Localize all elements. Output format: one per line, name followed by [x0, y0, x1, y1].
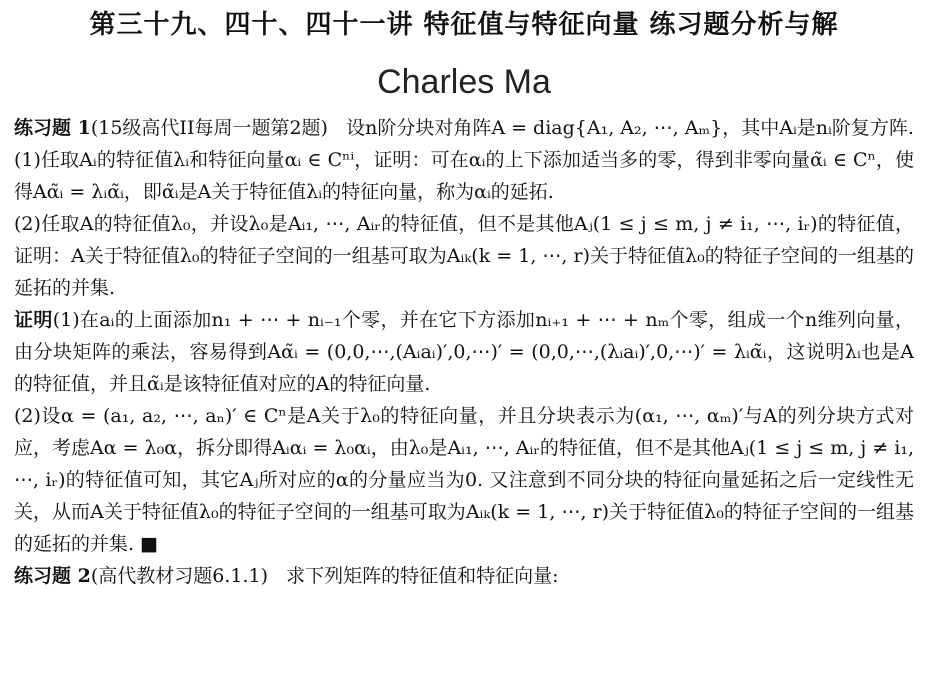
proof-part-1	[14, 304, 914, 400]
author-name: Charles Ma	[377, 63, 551, 101]
page-title: 第三十九、四十、四十一讲 特征值与特征向量 练习题分析与解	[89, 10, 839, 40]
proof-part-2-text: (2)设α = (a₁, a₂, ⋯, aₙ)′ ∈ Cⁿ是A关于λ₀的特征向量，并且分块表示为(α₁, ⋯, αₘ)′与A的列分块方式对应，考虑Aα = λ₀α，拆分即得Aᵢαᵢ = λ₀αᵢ，由λ₀是Aᵢ₁, ⋯, Aᵢᵣ的特征值，但不是其他Aⱼ(1 ≤ j ≤ m, j ≠ i₁, ⋯, iᵣ)的特征值可知，其它Aⱼ所对应的α的分量应当为0. 又注意到不同分块的特征向量延拓之后一定线性无关，从而A关于特征值λ₀的特征子空间的一组基可取为Aᵢₖ(k = 1, ⋯, r)关于特征值λ₀的特征子空间的一组基的延拓的并集.	[14, 405, 914, 555]
qed-symbol: ■	[140, 533, 159, 555]
exercise-1-text: 设n阶分块对角阵A = diag{A₁, A₂, ⋯, Aₘ}，其中Aᵢ是nᵢ阶复方阵.	[346, 117, 914, 139]
exercise-1-source: (15级高代II每周一题第2题)	[90, 117, 328, 139]
exercise-1-label: 练习题 1	[14, 117, 91, 139]
exercise-1-statement	[14, 112, 914, 144]
exercise-2-text: 求下列矩阵的特征值和特征向量:	[286, 565, 559, 587]
exercise-2-label: 练习题 2	[14, 565, 91, 587]
exercise-2-statement	[14, 560, 914, 592]
exercise-1-part-1: (1)任取Aᵢ的特征值λᵢ和特征向量αᵢ ∈ Cⁿⁱ，证明：可在αᵢ的上下添加适当多的零，得到非零向量α̃ᵢ ∈ Cⁿ，使得Aα̃ᵢ = λᵢα̃ᵢ，即α̃ᵢ是A关于特征值λᵢ的特征向量，称为αᵢ的延拓.	[14, 149, 914, 203]
proof-part-1-text: (1)在aᵢ的上面添加n₁ + ⋯ + nᵢ₋₁个零，并在它下方添加nᵢ₊₁ + ⋯ + nₘ个零，组成一个n维列向量，由分块矩阵的乘法，容易得到Aα̃ᵢ = (0,0,⋯,(Aᵢaᵢ)′,0,⋯)′ = (0,0,⋯,(λᵢaᵢ)′,0,⋯)′ = λᵢα̃ᵢ，这说明λᵢ也是A的特征值，并且α̃ᵢ是该特征值对应的A的特征向量.	[14, 309, 914, 395]
proof-part-2	[14, 400, 914, 560]
proof-label: 证明	[14, 309, 53, 331]
exercise-1-part-2: (2)任取A的特征值λ₀，并设λ₀是Aᵢ₁, ⋯, Aᵢᵣ的特征值，但不是其他Aⱼ(1 ≤ j ≤ m, j ≠ i₁, ⋯, iᵣ)的特征值，证明：A关于特征值λ₀的特征子空间的一组基可取为Aᵢₖ(k = 1, ⋯, r)关于特征值λ₀的特征子空间的一组基的延拓的并集.	[14, 213, 914, 299]
exercise-2-source: (高代教材习题6.1.1)	[90, 565, 269, 587]
